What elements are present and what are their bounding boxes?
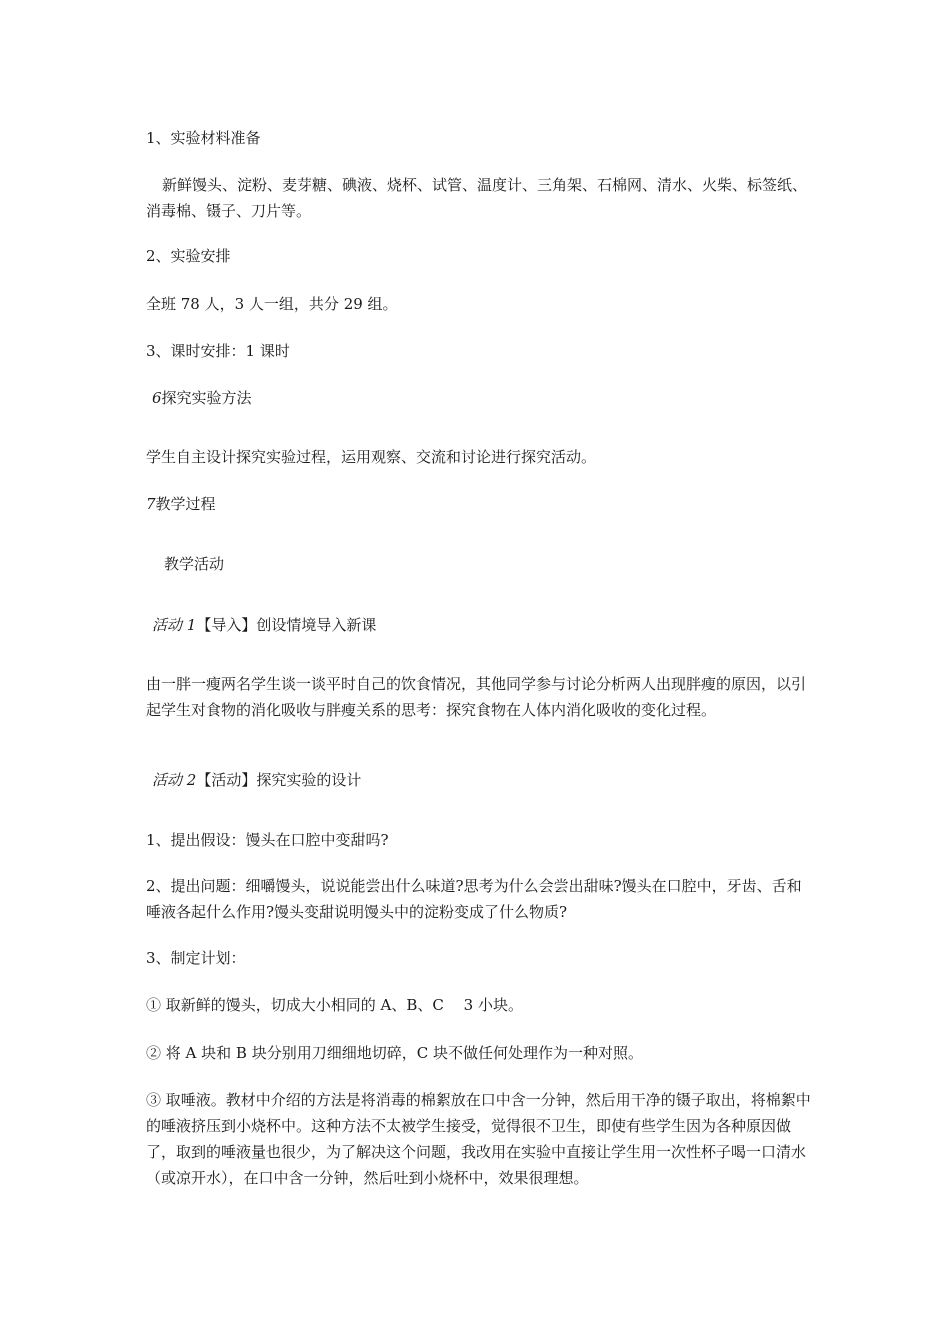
materials-paragraph: 新鲜馒头、淀粉、麦芽糖、碘液、烧杯、试管、温度计、三角架、石棉网、清水、火柴、标签纸、消毒棉、镊子、刀片等。	[146, 176, 808, 220]
activity-1-heading	[152, 612, 376, 638]
plan-step-3: ③ 取唾液。教材中介绍的方法是将消毒的棉絮放在口中含一分钟，然后用干净的镊子取出，将棉絮中的唾液挤压到小烧杯中。这种方法不太被学生接受，觉得很不卫生，即使有些学生因为各种原因做了，取到的唾液量也很少，为了解决这个问题，我改用在实验中直接让学生用一次性杯子喝一口清水（或凉开水），在口中含一分钟，然后吐到小烧杯中，效果很理想。	[146, 1091, 811, 1187]
plan-step-1: ① 取新鲜的馒头，切成大小相同的 A、B、C 3 小块。	[146, 996, 523, 1014]
arrangement-text: 全班 78 人，3 人一组，共分 29 组。	[146, 295, 398, 313]
plan-heading: 3、制定计划：	[146, 949, 246, 967]
class-hours-text: 3、课时安排：1 课时	[146, 342, 290, 360]
section-title: 教学过程	[155, 495, 216, 513]
section-number: 7	[146, 495, 156, 513]
section-title: 探究实验方法	[161, 389, 252, 407]
hypothesis-text: 1、提出假设：馒头在口腔中变甜吗?	[146, 831, 389, 849]
activity-2-heading	[152, 767, 361, 793]
activity-title: 【活动】探究实验的设计	[196, 771, 362, 789]
method-text: 学生自主设计探究实验过程，运用观察、交流和讨论进行探究活动。	[146, 448, 597, 466]
question-paragraph: 2、提出问题：细嚼馒头，说说能尝出什么味道?思考为什么会尝出甜味?馒头在口腔中，牙齿、舌和唾液各起什么作用?馒头变甜说明馒头中的淀粉变成了什么物质?	[146, 877, 802, 921]
section-heading-materials: 1、实验材料准备	[146, 129, 261, 147]
activity-label: 活动 2	[152, 771, 197, 789]
plan-step-2: ② 将 A 块和 B 块分别用刀细细地切碎，C 块不做任何处理作为一种对照。	[146, 1044, 643, 1062]
teaching-activity-heading: 教学活动	[164, 555, 225, 573]
activity-title: 【导入】创设情境导入新课	[196, 616, 377, 634]
section-number: 6	[152, 389, 162, 407]
activity-1-paragraph: 由一胖一瘦两名学生谈一谈平时自己的饮食情况，其他同学参与讨论分析两人出现胖瘦的原因，以引起学生对食物的消化吸收与胖瘦关系的思考：探究食物在人体内消化吸收的变化过程。	[146, 675, 807, 719]
activity-label: 活动 1	[152, 616, 197, 634]
section-heading-process	[146, 491, 216, 517]
section-heading-arrangement: 2、实验安排	[146, 247, 231, 265]
section-heading-method	[152, 385, 252, 411]
